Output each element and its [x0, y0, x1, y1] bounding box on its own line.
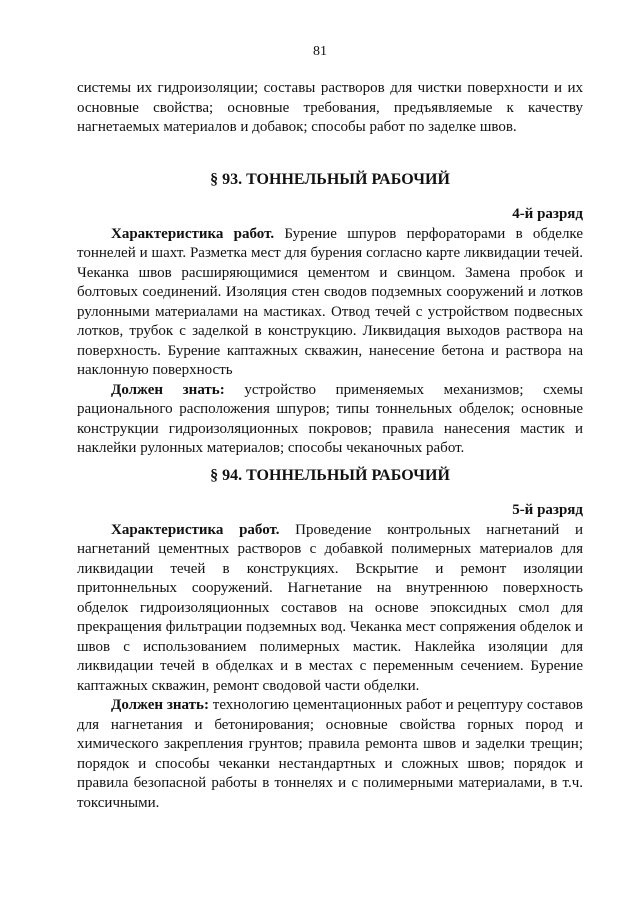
section-heading: § 94. ТОННЕЛЬНЫЙ РАБОЧИЙ [210, 467, 450, 484]
work-characteristic-label: Характеристика работ. [111, 521, 280, 538]
intro-block [77, 79, 583, 138]
required-knowledge-text: устройство применяемых механизмов; схемы рационального расположения шпуров; типы тоннельных обделок; основные конструкции гидроизоляционных покровов; правила нанесения мастик и наклейки рулонных материалов; способы чеканочных работ. [77, 381, 583, 456]
required-knowledge-label: Должен знать: [111, 381, 225, 398]
required-knowledge-label: Должен знать: [111, 697, 209, 713]
section-93 [77, 170, 583, 459]
section-heading: § 93. ТОННЕЛЬНЫЙ РАБОЧИЙ [210, 171, 450, 188]
intro-paragraph: системы их гидроизоляции; составы растворов для чистки поверхности и их основные свойства; основные требования, предъявляемые к качеству нагнетаемых материалов и добавок; способы работ по заделке швов. [77, 80, 583, 135]
section-94 [77, 466, 583, 813]
required-knowledge-text: технологию цементационных работ и рецептуру составов для нагнетания и бетонирования; основные свойства горных пород и химического закрепления грунтов; правила ремонта швов и заделки трещин; порядок и способы чеканки нестандартных и сложных швов; порядок и правила безопасной работы в тоннелях и с полимерными материалами, в т.ч. токсичными. [77, 697, 583, 811]
work-characteristic-text: Проведение контрольных нагнетаний и нагнетаний цементных растворов с добавкой полимерных материалов для ликвидации течей в конструкциях. Вскрытие и ремонт изоляции притоннельных сооружений. Нагнетание на внутреннюю поверхность обделок гидроизоляционных составов на основе эпоксидных смол для прекращения фильтрации подземных вод. Чеканка мест сопряжения обделок и швов с использованием полимерных мастик. Наклейка изоляции для ликвидации течей в обделках и в местах с переменным сечением. Бурение каптажных скважин, ремонт сводовой части обделки. [77, 521, 583, 694]
work-characteristic-paragraph [77, 225, 583, 381]
work-characteristic-label: Характеристика работ. [111, 225, 275, 242]
work-characteristic-paragraph [77, 521, 583, 697]
grade-label: 4-й разряд [512, 206, 583, 222]
work-characteristic-text: Бурение шпуров перфораторами в обделке тоннелей и шахт. Разметка мест для бурения согласно карте ликвидации течей. Чеканка швов расширяющимися цементом и свинцом. Замена пробок и болтовых соединений. Изоляция стен сводов подземных сооружений и лотков рулонными материалами на мастиках. Отвод течей с устройством подвесных лотков, трубок с заделкой в конструкцию. Ликвидация выходов раствора на поверхность. Бурение каптажных скважин, нанесение бетона и раствора на наклонную поверхность [77, 225, 583, 378]
required-knowledge-paragraph [77, 696, 583, 813]
page-number: 81 [313, 44, 327, 59]
grade-label: 5-й разряд [512, 502, 583, 518]
required-knowledge-paragraph [77, 381, 583, 459]
